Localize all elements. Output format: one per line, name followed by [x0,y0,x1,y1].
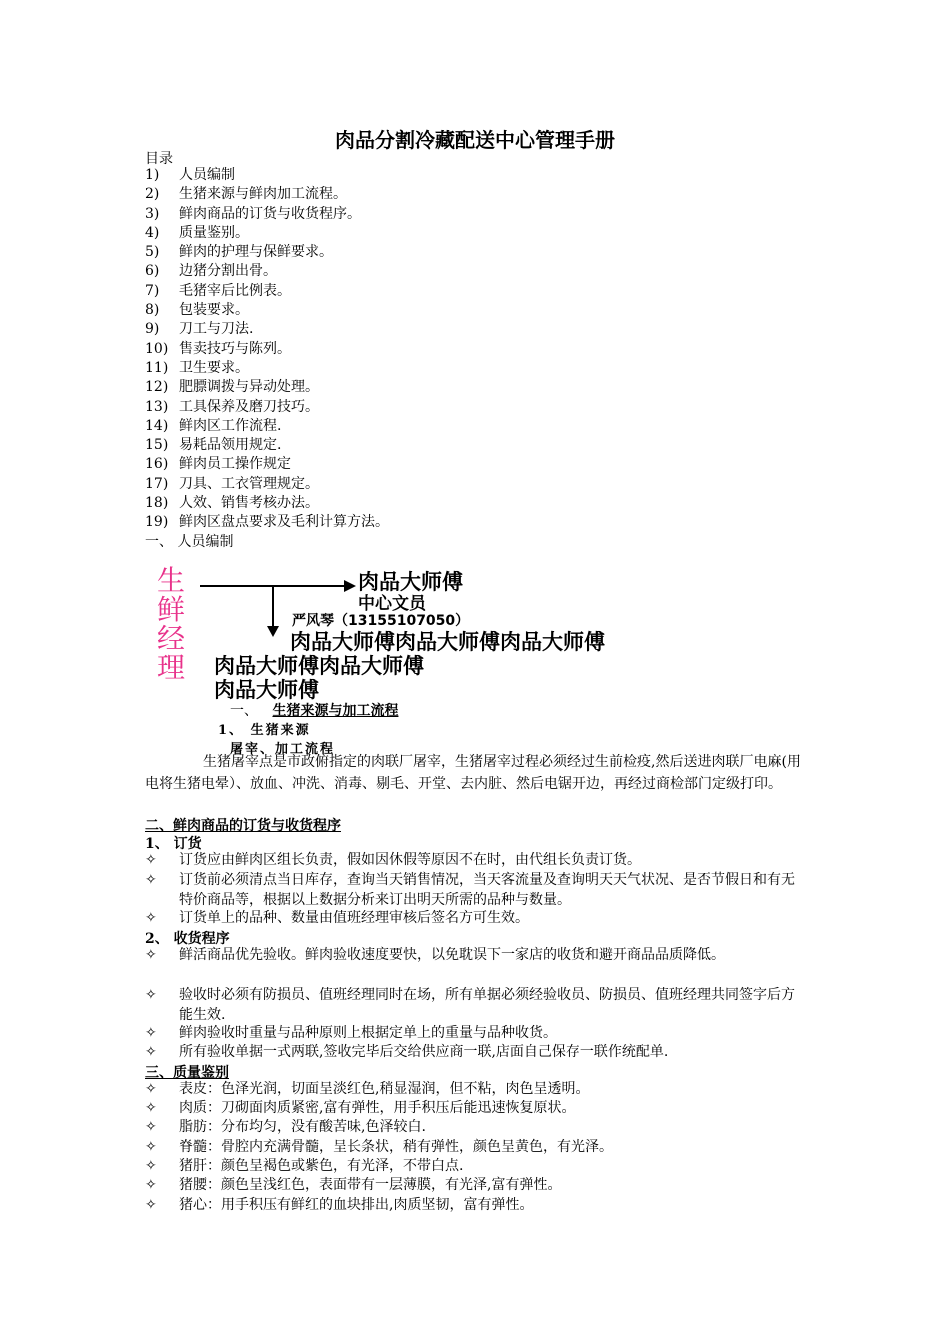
subheading-slaughter-process: 屠宰、加工流程 [230,742,336,757]
receiving-item [145,946,807,966]
bullet-diamond-icon: ✧ [145,1139,157,1155]
toc-item-text: 售卖技巧与陈列。 [179,340,291,357]
quality-item [145,1157,807,1177]
org-manager-char: 经 [156,622,185,655]
toc-item [145,417,389,436]
toc-item-text: 鲜肉商品的订货与收货程序。 [179,205,361,222]
ordering-item-text: 订货单上的品种、数量由值班经理审核后签名方可生效。 [179,910,529,926]
receiving-item-text: 鲜肉验收时重量与品种原则上根据定单上的重量与品种收货。 [179,1025,557,1041]
subheading-pig-source: 1、 生猪来源 [218,723,311,738]
org-connector-vertical [272,586,274,628]
toc-item [145,262,389,281]
toc-item-number: 3) [145,205,160,222]
bullet-diamond-icon: ✧ [145,1044,157,1060]
org-manager-label [154,566,188,682]
toc-item [145,475,389,494]
quality-item [145,1118,807,1138]
toc-item-number: 16) [145,456,169,473]
toc-item [145,359,389,378]
toc-item-number: 12) [145,379,169,396]
section-heading-source-title: 生猪来源与加工流程 [272,703,399,719]
org-master-top: 肉品大师傅 [358,570,463,594]
toc-item-text: 鲜肉员工操作规定 [179,456,291,473]
toc-item-number: 19) [145,514,169,531]
quality-item-text: 猪腰：颜色呈浅红色，表面带有一层薄膜，有光泽,富有弹性。 [179,1177,562,1193]
toc-item-text: 刀工与刀法. [179,321,254,338]
org-clerk-name: 严风琴（13155107050） [292,613,470,629]
quality-item-text: 肉质：刀砌面肉质紧密,富有弹性，用手积压后能迅速恢复原状。 [179,1100,576,1116]
toc-item [145,340,389,359]
section-heading-quality: 三、质量鉴别 [145,1065,229,1081]
org-manager-char: 理 [156,651,185,684]
toc-item [145,455,389,474]
receiving-item-text: 所有验收单据一式两联,签收完毕后交给供应商一联,店面自己保存一联作统配单. [179,1044,669,1060]
subheading-receiving: 2、 收货程序 [145,931,230,947]
org-master-row-two: 肉品大师傅肉品大师傅 [214,654,424,678]
ordering-item [145,871,807,910]
receiving-item-text: 验收时必须有防损员、值班经理同时在场，所有单据必须经验收员、防损员、值班经理共同签字后方能生效. [179,987,795,1023]
quality-item-text: 猪心：用手积压有鲜红的血块排出,肉质坚韧，富有弹性。 [179,1197,534,1213]
toc-item-number: 9) [145,321,160,338]
toc-item [145,320,389,339]
ordering-item-text: 订货前必须清点当日库存，查询当天销售情况，当天客流量及查询明天天气状况、是否节假日和有无特价商品等，根据以上数据分析来订出明天所需的品种与数量。 [179,872,795,908]
toc-item-number: 6) [145,263,160,280]
org-master-row-three: 肉品大师傅肉品大师傅肉品大师傅 [290,630,605,654]
toc-item-text: 工具保养及磨刀技巧。 [179,398,319,415]
quality-item-text: 猪肝：颜色呈褐色或紫色，有光泽，不带白点. [179,1158,464,1174]
toc-item-text: 鲜肉区工作流程. [179,417,282,434]
section-heading-staffing: 一、 人员编制 [145,534,234,550]
quality-item-text: 表皮：色泽光润，切面呈淡红色,稍显湿润，但不粘，肉色呈透明。 [179,1081,590,1097]
toc-item-text: 人效、销售考核办法。 [179,495,319,512]
subheading-ordering: 1、 订货 [145,836,202,852]
quality-item-text: 脊髓：骨腔内充满骨髓，呈长条状，稍有弹性，颜色呈黄色，有光泽。 [179,1139,613,1155]
org-arrow-right-icon [344,580,356,592]
toc-item [145,513,389,532]
bullet-diamond-icon: ✧ [145,910,157,926]
bullet-diamond-icon: ✧ [145,1119,157,1135]
org-clerk-title: 中心文员 [358,594,426,614]
toc-item-number: 1) [145,167,160,183]
toc-item-text: 人员编制 [179,167,235,183]
toc-item [145,301,389,320]
bullet-diamond-icon: ✧ [145,872,157,888]
toc-item-text: 边猪分割出骨。 [179,263,277,280]
quality-item [145,1080,807,1100]
bullet-diamond-icon: ✧ [145,1177,157,1193]
toc-item-number: 7) [145,282,160,299]
receiving-item [145,986,807,1025]
toc-item-text: 易耗品领用规定. [179,437,282,454]
toc-item-text: 鲜肉区盘点要求及毛利计算方法。 [179,514,389,531]
toc-item-text: 肥膘调拨与异动处理。 [179,379,319,396]
section-heading-ordering: 二、鲜肉商品的订货与收货程序 [145,818,341,834]
org-master-row-one: 肉品大师傅 [214,678,319,702]
toc-item-number: 14) [145,417,169,434]
toc-item [145,205,389,224]
section-heading-source [230,700,398,720]
quality-item [145,1176,807,1196]
ordering-item [145,851,807,871]
toc-item-text: 卫生要求。 [179,359,249,376]
toc-item-text: 生猪来源与鲜肉加工流程。 [179,186,347,203]
toc-item-number: 18) [145,495,169,512]
toc-item [145,436,389,455]
toc-item-number: 13) [145,398,169,415]
receiving-item [145,1024,807,1044]
org-manager-char: 鲜 [156,593,185,626]
org-manager-char: 生 [156,564,185,597]
toc-item-number: 2) [145,186,160,203]
quality-item [145,1196,807,1216]
toc-item-number: 5) [145,244,160,261]
document-title: 肉品分割冷藏配送中心管理手册 [335,128,615,152]
paragraph-slaughter-process: 生猪屠宰点是市政俯指定的肉联厂屠宰，生猪屠宰过程必须经过生前检疫,然后送进肉联厂电麻(用电将生猪电晕）、放血、冲洗、消毒、剔毛、开堂、去内脏、然后电锯开边，再经过商检部门定级打印。 [145,754,801,792]
toc-item-text: 毛猪宰后比例表。 [179,282,291,299]
bullet-diamond-icon: ✧ [145,987,157,1003]
toc-item [145,185,389,204]
toc-item-number: 11) [145,359,169,376]
toc-item [145,378,389,397]
bullet-diamond-icon: ✧ [145,852,157,868]
toc-item-text: 包装要求。 [179,302,249,319]
toc-item [145,166,389,185]
quality-item-text: 脂肪：分布均匀，没有酸苦味,色泽较白. [179,1119,426,1135]
quality-item [145,1099,807,1119]
toc-item-text: 刀具、工衣管理规定。 [179,475,319,492]
bullet-diamond-icon: ✧ [145,1158,157,1174]
bullet-diamond-icon: ✧ [145,1081,157,1097]
toc-item-number: 4) [145,224,160,241]
toc-label: 目录 [145,151,173,167]
table-of-contents [145,166,389,533]
toc-item-text: 鲜肉的护理与保鲜要求。 [179,244,333,261]
toc-item-number: 8) [145,302,160,319]
ordering-item-text: 订货应由鲜肉区组长负责，假如因休假等原因不在时，由代组长负责订货。 [179,852,641,868]
bullet-diamond-icon: ✧ [145,1025,157,1041]
toc-item-number: 15) [145,437,169,454]
toc-item [145,224,389,243]
org-arrow-down-icon [267,626,279,637]
receiving-item [145,1043,807,1063]
toc-item [145,243,389,262]
toc-item-text: 质量鉴别。 [179,224,249,241]
bullet-diamond-icon: ✧ [145,947,157,963]
toc-item-number: 17) [145,475,169,492]
ordering-item [145,909,807,929]
bullet-diamond-icon: ✧ [145,1100,157,1116]
toc-item [145,282,389,301]
section-heading-source-prefix: 一、 [230,703,258,719]
quality-item [145,1138,807,1158]
toc-item [145,494,389,513]
toc-item-number: 10) [145,340,169,357]
bullet-diamond-icon: ✧ [145,1197,157,1213]
toc-item [145,398,389,417]
receiving-item-text: 鲜活商品优先验收。鲜肉验收速度要快，以免耽误下一家店的收货和避开商品品质降低。 [179,947,725,963]
